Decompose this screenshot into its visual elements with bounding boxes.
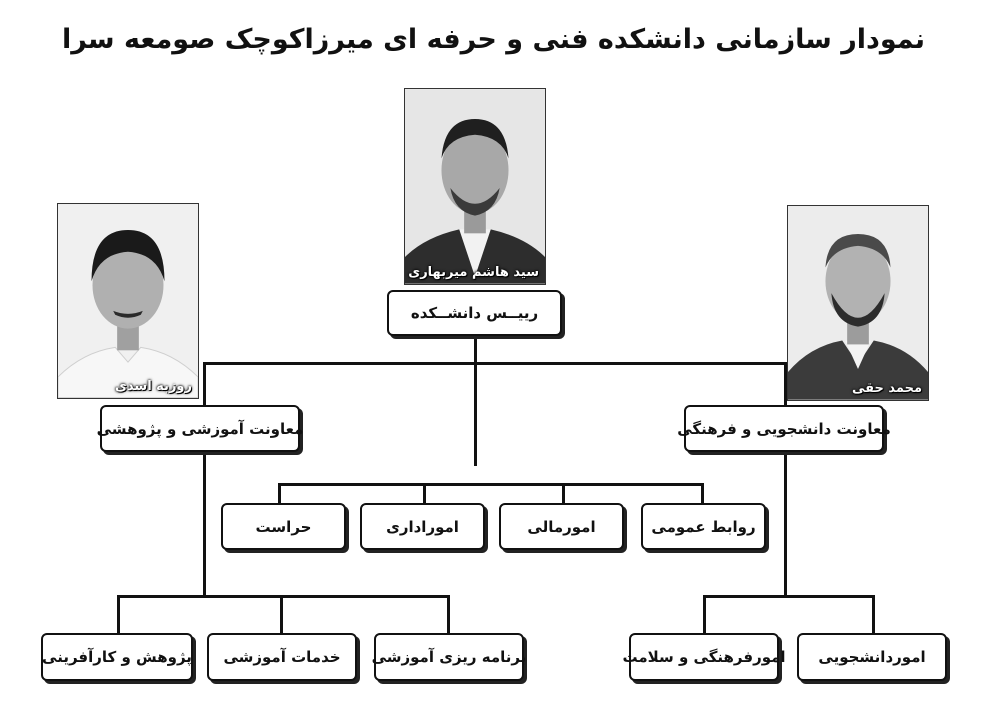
security-box: حراست [221, 503, 346, 550]
administration-box: اموراداری [360, 503, 485, 550]
head-box: رییــس دانشــکده [387, 290, 562, 336]
connector-line [203, 362, 787, 365]
head-name: سید هاشم میربهاری [408, 265, 539, 280]
edu-services-box: خدمات آموزشی [207, 633, 357, 681]
connector-line [117, 595, 120, 633]
deputy-education-photo [57, 203, 199, 399]
connector-line [423, 483, 426, 503]
student-affairs-box: اموردانشجویی [797, 633, 947, 681]
connector-line [278, 483, 704, 486]
connector-line [703, 595, 706, 633]
connector-line [703, 595, 875, 598]
connector-line [280, 595, 283, 633]
connector-line [278, 483, 281, 503]
person-portrait-icon [405, 89, 545, 284]
connector-line [701, 483, 704, 503]
deputy-students-photo [787, 205, 929, 401]
chart-title: نمودار سازمانی دانشکده فنی و حرفه ای میرزاکوچک صومعه سرا [61, 24, 926, 55]
connector-line [562, 483, 565, 503]
head-photo [404, 88, 546, 285]
deputy-education-box: معاونت آموزشی و پژوهشی [100, 405, 300, 452]
connector-line [784, 452, 787, 596]
connector-line [474, 336, 477, 466]
deputy-students-name: محمد حقی [851, 381, 922, 396]
culture-health-box: امورفرهنگی و سلامت [629, 633, 779, 681]
public-relations-box: روابط عمومی [641, 503, 766, 550]
connector-line [203, 452, 206, 596]
connector-line [203, 362, 206, 407]
deputy-education-name: روزبه اسدی [114, 379, 192, 394]
person-portrait-icon [788, 206, 928, 400]
deputy-students-box: معاونت دانشجویی و فرهنگی [684, 405, 884, 452]
person-portrait-icon [58, 204, 198, 398]
connector-line [117, 595, 450, 598]
connector-line [447, 595, 450, 633]
connector-line [872, 595, 875, 633]
finance-box: امورمالی [499, 503, 624, 550]
edu-planning-box: برنامه ریزی آموزشی [374, 633, 524, 681]
research-box: پژوهش و کارآفرینی [41, 633, 193, 681]
